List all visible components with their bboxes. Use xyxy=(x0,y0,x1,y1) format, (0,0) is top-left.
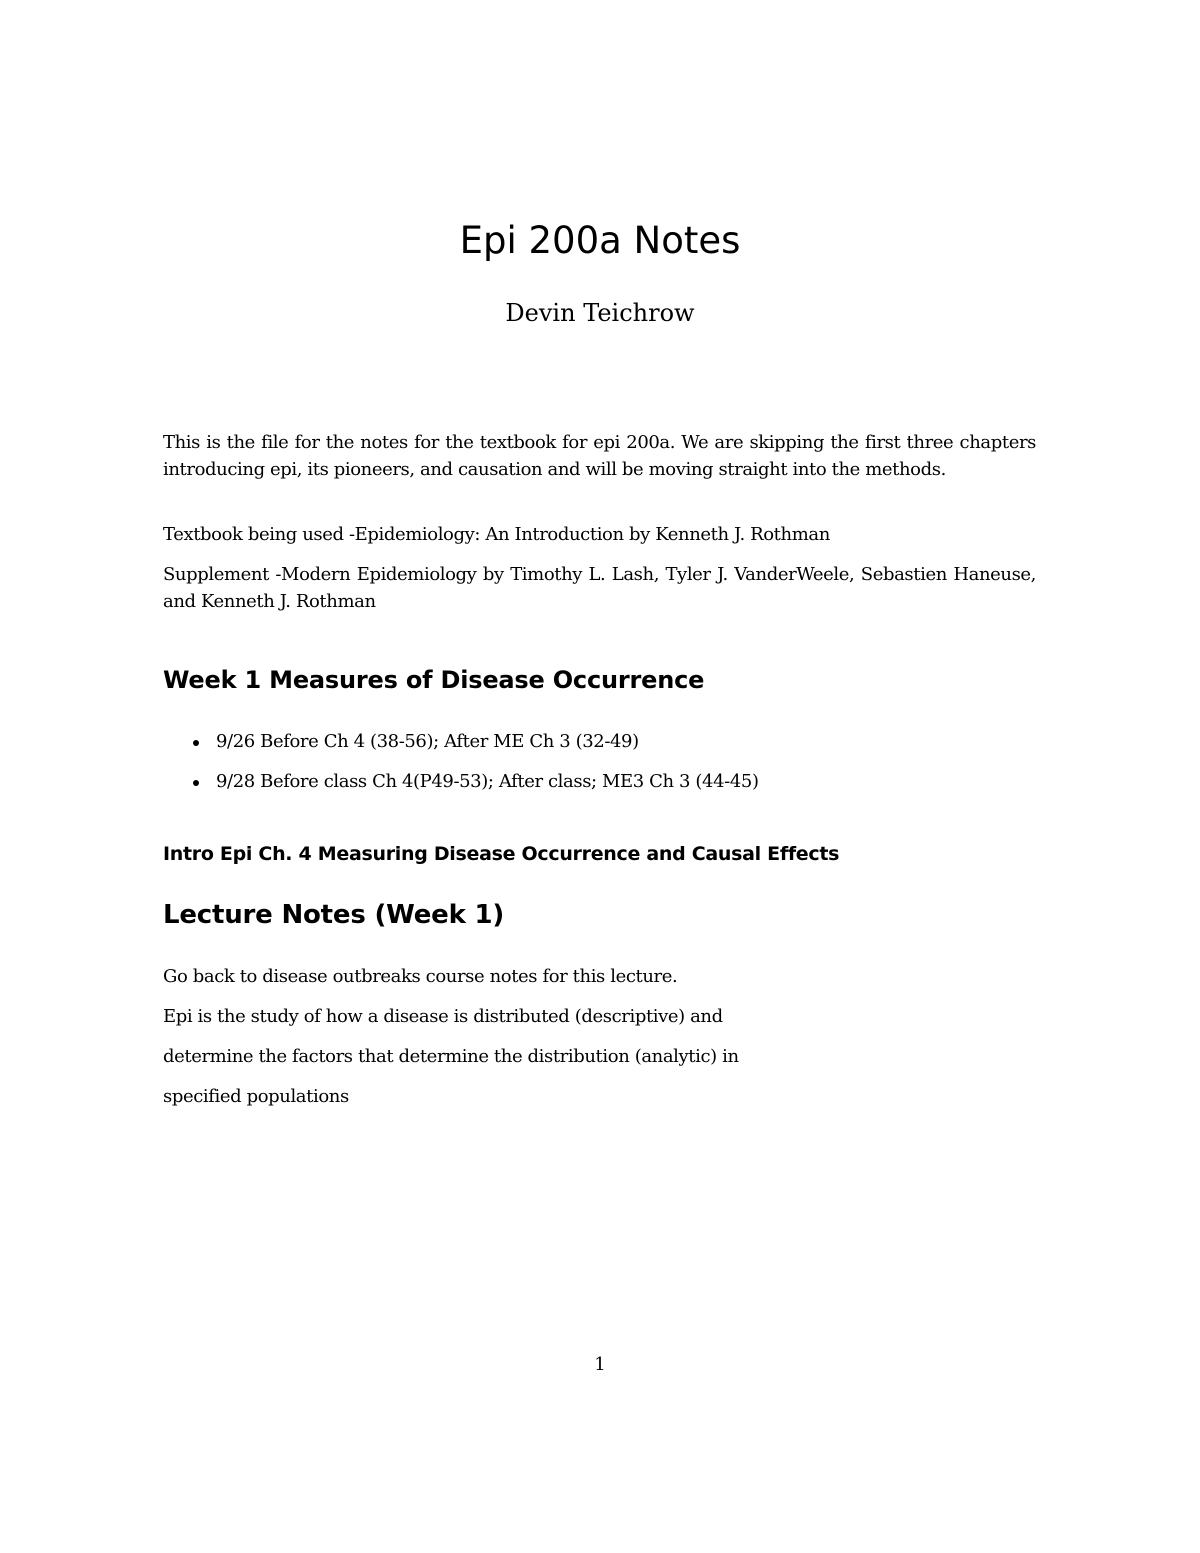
intro-paragraph: This is the file for the notes for the textbook for epi 200a. We are skipping the first three chapters introducing epi, its pioneers, and causation and will be moving straight into the methods. xyxy=(163,432,1036,480)
supplement-line: Supplement -Modern Epidemiology by Timothy L. Lash, Tyler J. VanderWeele, Sebastien Haneuse, and Kenneth J. Rothman xyxy=(163,564,1036,612)
textbook-line: Textbook being used -Epidemiology: An Introduction by Kenneth J. Rothman xyxy=(163,524,830,545)
week1-heading: Week 1 Measures of Disease Occurrence xyxy=(163,666,705,694)
document-title: Epi 200a Notes xyxy=(459,219,741,262)
lecture-line: specified populations xyxy=(163,1086,349,1107)
page-number: 1 xyxy=(594,1354,606,1375)
bullet-icon xyxy=(193,780,199,786)
lecture-heading: Lecture Notes (Week 1) xyxy=(163,900,505,930)
document-author: Devin Teichrow xyxy=(505,299,695,327)
list-item-text: 9/26 Before Ch 4 (38-56); After ME Ch 3 (32-49) xyxy=(216,731,639,752)
lecture-line: Epi is the study of how a disease is distributed (descriptive) and xyxy=(163,1006,723,1027)
list-item xyxy=(163,769,1036,795)
bullet-icon xyxy=(193,740,199,746)
list-item xyxy=(163,729,1036,755)
week1-schedule-list xyxy=(163,729,1036,809)
lecture-notes xyxy=(163,964,1036,1124)
intro-epi-heading: Intro Epi Ch. 4 Measuring Disease Occurrence and Causal Effects xyxy=(163,843,840,865)
list-item-text: 9/28 Before class Ch 4(P49-53); After class; ME3 Ch 3 (44-45) xyxy=(216,771,759,792)
lecture-line: Go back to disease outbreaks course notes for this lecture. xyxy=(163,966,678,987)
lecture-line: determine the factors that determine the distribution (analytic) in xyxy=(163,1046,739,1067)
